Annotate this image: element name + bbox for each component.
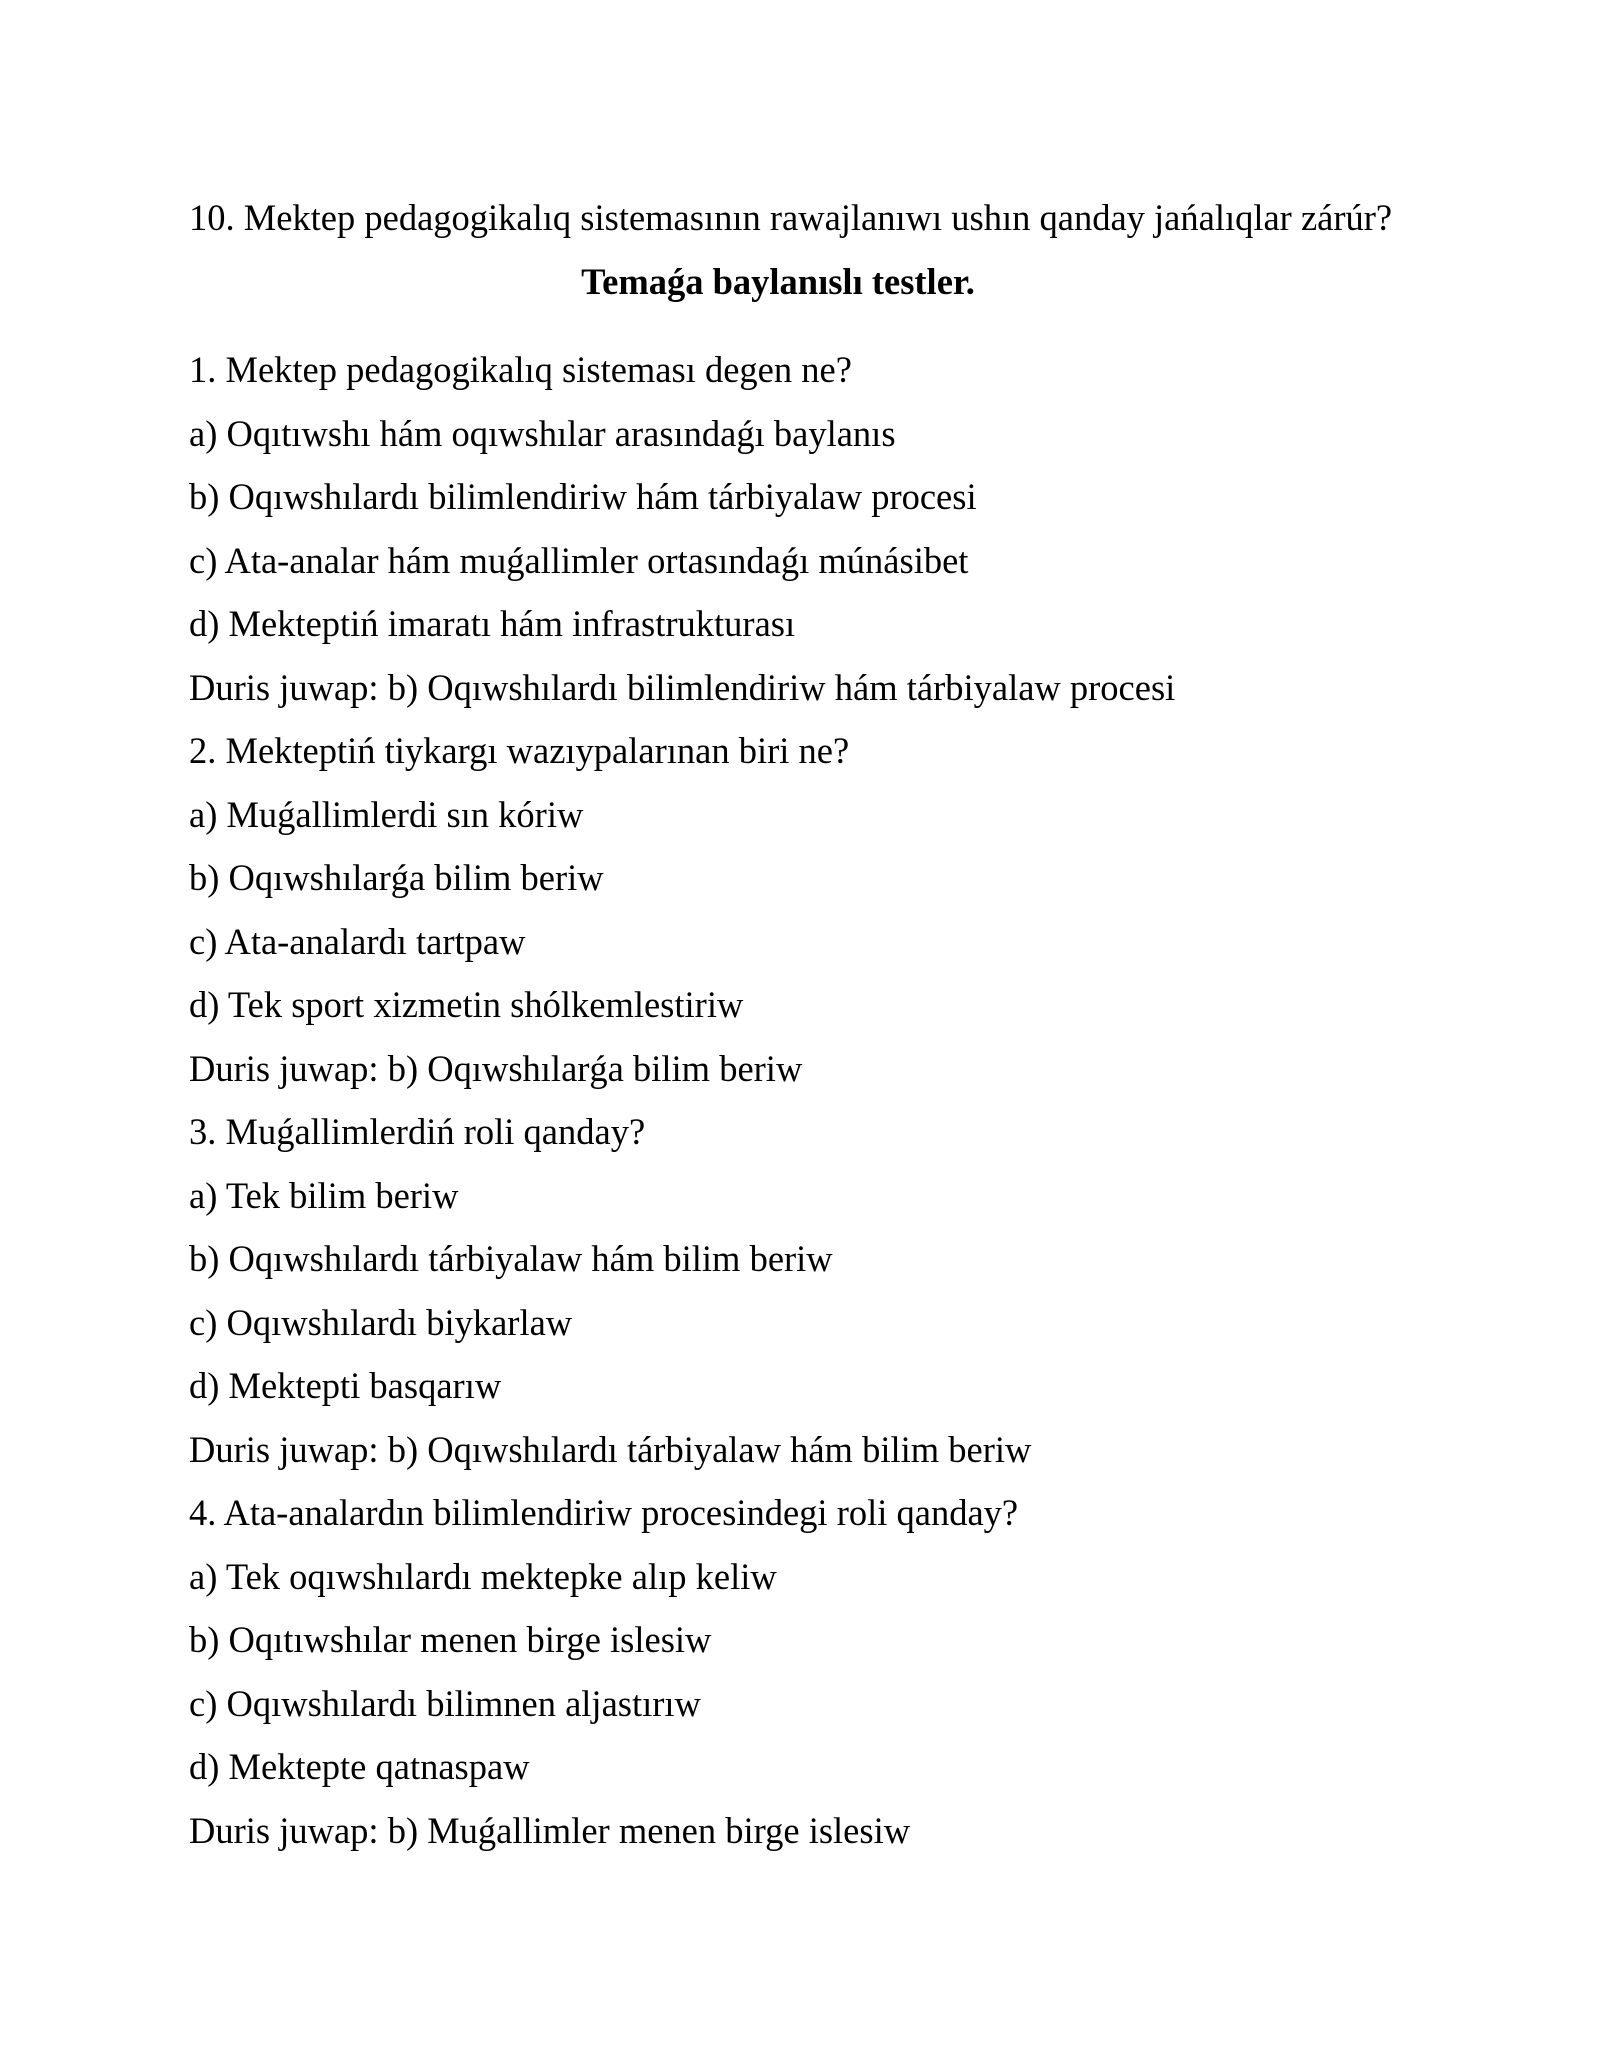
correct-answer: Duris juwap: b) Oqıwshılardı bilimlendiriw hám tárbiyalaw procesi [189,666,1176,708]
option-c: c) Ata-analardı tartpaw [189,920,526,962]
option-a: a) Tek bilim beriw [189,1174,459,1216]
option-c: c) Oqıwshılardı biykarlaw [189,1301,573,1343]
option-c: c) Oqıwshılardı bilimnen aljastırıw [189,1682,701,1724]
option-b: b) Oqıwshılardı tárbiyalaw hám bilim beriw [189,1238,833,1279]
option-c: c) Ata-analar hám muǵallimler ortasındaǵı múnásibet [189,539,969,581]
spacer [189,313,1429,338]
intro-question: 10. Mektep pedagogikalıq sistemasının rawajlanıwı ushın qanday jańalıqlar zárúr? [189,197,1393,238]
document-page [189,186,1429,1862]
test-question-1 [189,338,1429,719]
correct-answer: Duris juwap: b) Muǵallimler menen birge islesiw [189,1809,911,1851]
option-b: b) Oqıwshılarǵa bilim beriw [189,857,604,898]
option-d: d) Mekteptiń imaratı hám infrastrukturası [189,603,796,644]
option-b: b) Oqıtıwshılar menen birge islesiw [189,1619,712,1660]
question-text: 1. Mektep pedagogikalıq sisteması degen ne? [189,349,852,390]
correct-answer: Duris juwap: b) Oqıwshılarǵa bilim beriw [189,1047,803,1089]
question-text: 2. Mekteptiń tiykargı wazıypalarınan biri ne? [189,730,850,771]
correct-answer: Duris juwap: b) Oqıwshılardı tárbiyalaw hám bilim beriw [189,1428,1032,1470]
test-question-3 [189,1100,1429,1481]
option-d: d) Tek sport xizmetin shólkemlestiriw [189,984,744,1025]
section-heading: Temaǵa baylanıslı testler. [581,260,975,302]
option-a: a) Oqıtıwshı hám oqıwshılar arasındaǵı baylanıs [189,412,896,454]
option-d: d) Mektepte qatnaspaw [189,1746,530,1787]
option-a: a) Muǵallimlerdi sın kóriw [189,793,584,835]
option-a: a) Tek oqıwshılardı mektepke alıp keliw [189,1555,777,1597]
question-text: 3. Muǵallimlerdiń roli qanday? [189,1111,646,1152]
option-d: d) Mektepti basqarıw [189,1365,502,1406]
question-text: 4. Ata-analardın bilimlendiriw procesindegi roli qanday? [189,1492,1019,1533]
option-b: b) Oqıwshılardı bilimlendiriw hám tárbiyalaw procesi [189,476,977,517]
test-question-4 [189,1481,1429,1862]
test-question-2 [189,719,1429,1100]
